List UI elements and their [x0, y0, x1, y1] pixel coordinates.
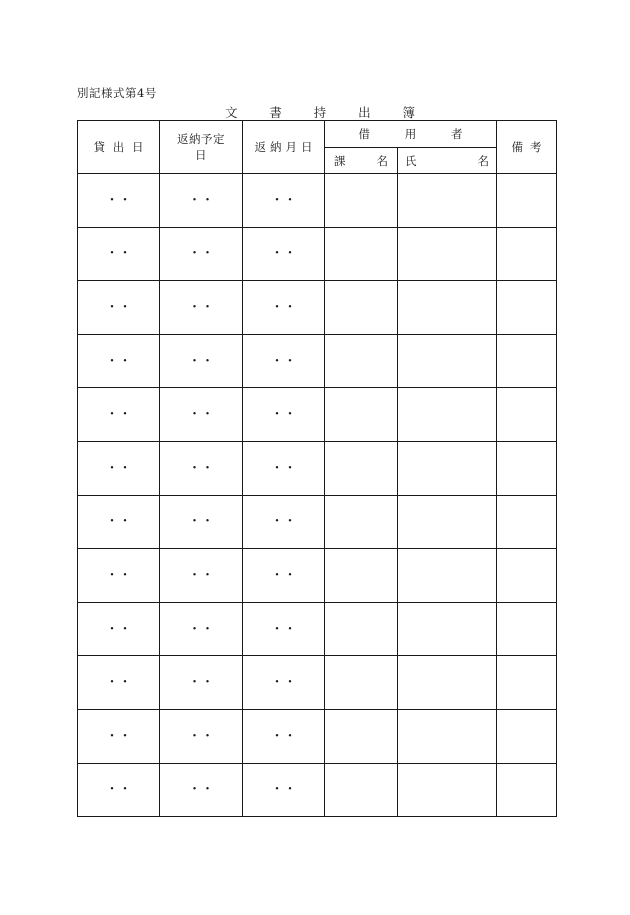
header-char: 借 — [358, 127, 370, 141]
date-separator: ・ — [201, 514, 215, 530]
date-separator: ・ — [283, 621, 297, 637]
title-char: 文 — [225, 105, 238, 120]
cell-return-date[interactable] — [243, 763, 325, 817]
date-placeholder — [106, 623, 132, 636]
date-separator: ・ — [283, 246, 297, 262]
cell-return-date[interactable] — [243, 334, 325, 388]
date-placeholder — [188, 301, 214, 314]
date-separator: ・ — [118, 782, 132, 798]
table-row — [78, 174, 557, 228]
cell-section[interactable] — [325, 281, 398, 335]
date-separator: ・ — [201, 299, 215, 315]
date-separator: ・ — [283, 728, 297, 744]
date-separator: ・ — [118, 675, 132, 691]
header-borrower — [325, 121, 497, 148]
header-name — [398, 148, 497, 174]
date-separator: ・ — [270, 246, 284, 262]
cell-section[interactable] — [325, 549, 398, 603]
date-separator: ・ — [118, 728, 132, 744]
cell-notes[interactable] — [497, 656, 557, 710]
cell-name[interactable] — [398, 227, 497, 281]
cell-return-date[interactable] — [243, 281, 325, 335]
cell-name[interactable] — [398, 602, 497, 656]
date-separator: ・ — [105, 353, 119, 369]
date-placeholder — [188, 408, 214, 421]
table-row — [78, 441, 557, 495]
date-placeholder — [106, 247, 132, 260]
date-separator: ・ — [188, 675, 202, 691]
date-separator: ・ — [188, 728, 202, 744]
date-separator: ・ — [201, 675, 215, 691]
header-lend-date-label — [94, 139, 144, 155]
date-placeholder — [271, 515, 297, 528]
cell-name[interactable] — [398, 656, 497, 710]
cell-lend-date[interactable] — [78, 334, 160, 388]
date-placeholder — [106, 515, 132, 528]
cell-section[interactable] — [325, 441, 398, 495]
date-separator: ・ — [283, 353, 297, 369]
date-separator: ・ — [283, 514, 297, 530]
cell-notes[interactable] — [497, 549, 557, 603]
header-char: 月 — [285, 140, 297, 154]
date-separator: ・ — [270, 621, 284, 637]
cell-name[interactable] — [398, 763, 497, 817]
table-row — [78, 763, 557, 817]
header-notes-label — [512, 139, 542, 155]
cell-due-date[interactable] — [160, 602, 243, 656]
cell-section[interactable] — [325, 656, 398, 710]
date-placeholder — [271, 301, 297, 314]
date-placeholder — [271, 462, 297, 475]
cell-section[interactable] — [325, 227, 398, 281]
date-separator: ・ — [105, 675, 119, 691]
table-row — [78, 334, 557, 388]
date-placeholder — [188, 783, 214, 796]
cell-section[interactable] — [325, 495, 398, 549]
cell-section[interactable] — [325, 602, 398, 656]
date-separator: ・ — [283, 407, 297, 423]
date-separator: ・ — [283, 567, 297, 583]
date-placeholder — [188, 355, 214, 368]
date-separator: ・ — [201, 460, 215, 476]
cell-notes[interactable] — [497, 763, 557, 817]
cell-notes[interactable] — [497, 334, 557, 388]
header-char: 返納予定日 — [177, 132, 225, 162]
date-placeholder — [188, 462, 214, 475]
cell-name[interactable] — [398, 388, 497, 442]
date-separator: ・ — [201, 728, 215, 744]
cell-notes[interactable] — [497, 602, 557, 656]
date-placeholder — [106, 569, 132, 582]
document-checkout-ledger — [77, 120, 557, 817]
cell-name[interactable] — [398, 709, 497, 763]
date-separator: ・ — [270, 782, 284, 798]
date-placeholder — [106, 194, 132, 207]
date-separator: ・ — [270, 192, 284, 208]
cell-due-date[interactable] — [160, 441, 243, 495]
cell-lend-date[interactable] — [78, 602, 160, 656]
cell-lend-date[interactable] — [78, 227, 160, 281]
header-char: 氏 — [405, 153, 417, 168]
date-placeholder — [271, 247, 297, 260]
date-placeholder — [271, 623, 297, 636]
date-placeholder — [106, 355, 132, 368]
date-placeholder — [271, 783, 297, 796]
date-placeholder — [106, 301, 132, 314]
cell-return-date[interactable] — [243, 388, 325, 442]
date-separator: ・ — [188, 621, 202, 637]
date-separator: ・ — [270, 353, 284, 369]
date-separator: ・ — [283, 460, 297, 476]
table-row — [78, 281, 557, 335]
date-separator: ・ — [105, 514, 119, 530]
ledger-body — [78, 174, 557, 817]
date-placeholder — [188, 623, 214, 636]
cell-due-date[interactable] — [160, 334, 243, 388]
cell-lend-date[interactable] — [78, 174, 160, 228]
date-separator: ・ — [118, 567, 132, 583]
table-row — [78, 549, 557, 603]
date-separator: ・ — [201, 353, 215, 369]
header-char: 出 — [112, 140, 125, 154]
header-char: 用 — [404, 127, 417, 141]
cell-lend-date[interactable] — [78, 495, 160, 549]
date-separator: ・ — [118, 460, 132, 476]
table-row — [78, 709, 557, 763]
date-separator: ・ — [188, 353, 202, 369]
header-char: 考 — [530, 140, 542, 154]
cell-due-date[interactable] — [160, 388, 243, 442]
cell-due-date[interactable] — [160, 549, 243, 603]
header-char: 課 — [334, 153, 346, 168]
header-due-date-label — [172, 131, 230, 163]
date-separator: ・ — [201, 782, 215, 798]
header-name-label — [405, 153, 489, 169]
cell-name[interactable] — [398, 495, 497, 549]
cell-lend-date[interactable] — [78, 656, 160, 710]
date-separator: ・ — [188, 460, 202, 476]
date-placeholder — [271, 194, 297, 207]
header-char: 日 — [301, 140, 313, 154]
header-char: 日 — [132, 140, 144, 154]
cell-due-date[interactable] — [160, 656, 243, 710]
date-placeholder — [188, 515, 214, 528]
cell-lend-date[interactable] — [78, 441, 160, 495]
date-placeholder — [106, 783, 132, 796]
date-separator: ・ — [270, 728, 284, 744]
cell-notes[interactable] — [497, 281, 557, 335]
header-borrower-label — [359, 126, 463, 142]
date-separator: ・ — [270, 299, 284, 315]
title-char: 簿 — [402, 105, 415, 120]
cell-section[interactable] — [325, 174, 398, 228]
cell-due-date[interactable] — [160, 174, 243, 228]
cell-lend-date[interactable] — [78, 388, 160, 442]
date-separator: ・ — [105, 460, 119, 476]
date-separator: ・ — [105, 782, 119, 798]
date-placeholder — [271, 569, 297, 582]
date-placeholder — [188, 569, 214, 582]
cell-notes[interactable] — [497, 388, 557, 442]
header-char: 備 — [511, 140, 523, 154]
date-separator: ・ — [118, 299, 132, 315]
date-separator: ・ — [105, 246, 119, 262]
cell-notes[interactable] — [497, 441, 557, 495]
date-separator: ・ — [201, 567, 215, 583]
table-row — [78, 656, 557, 710]
title-char: 書 — [269, 105, 282, 120]
date-separator: ・ — [283, 299, 297, 315]
table-row — [78, 227, 557, 281]
document-title — [225, 103, 415, 121]
table-row — [78, 495, 557, 549]
cell-due-date[interactable] — [160, 227, 243, 281]
header-char: 貸 — [93, 140, 105, 154]
header-return-date — [243, 121, 325, 174]
cell-name[interactable] — [398, 441, 497, 495]
date-separator: ・ — [118, 514, 132, 530]
table-row — [78, 388, 557, 442]
date-separator: ・ — [270, 567, 284, 583]
form-number: 別記様式第4号 — [77, 86, 157, 100]
date-separator: ・ — [201, 621, 215, 637]
date-separator: ・ — [105, 567, 119, 583]
cell-lend-date[interactable] — [78, 549, 160, 603]
date-separator: ・ — [105, 299, 119, 315]
cell-name[interactable] — [398, 334, 497, 388]
date-separator: ・ — [201, 407, 215, 423]
cell-notes[interactable] — [497, 227, 557, 281]
date-separator: ・ — [188, 192, 202, 208]
cell-return-date[interactable] — [243, 656, 325, 710]
header-notes — [497, 121, 557, 174]
cell-return-date[interactable] — [243, 549, 325, 603]
date-placeholder — [188, 730, 214, 743]
date-separator: ・ — [118, 246, 132, 262]
cell-return-date[interactable] — [243, 227, 325, 281]
cell-lend-date[interactable] — [78, 281, 160, 335]
date-separator: ・ — [283, 192, 297, 208]
date-separator: ・ — [270, 407, 284, 423]
header-char: 納 — [270, 140, 282, 154]
header-section — [325, 148, 398, 174]
header-return-date-label — [255, 139, 313, 155]
date-placeholder — [106, 408, 132, 421]
header-section-label — [334, 153, 388, 169]
date-separator: ・ — [201, 192, 215, 208]
cell-notes[interactable] — [497, 709, 557, 763]
title-char: 持 — [313, 105, 327, 120]
date-separator: ・ — [118, 621, 132, 637]
header-char: 者 — [451, 127, 463, 141]
cell-return-date[interactable] — [243, 441, 325, 495]
date-placeholder — [188, 676, 214, 689]
date-separator: ・ — [270, 514, 284, 530]
header-lend-date — [78, 121, 160, 174]
title-char: 出 — [358, 105, 371, 120]
cell-return-date[interactable] — [243, 602, 325, 656]
cell-notes[interactable] — [497, 495, 557, 549]
date-placeholder — [106, 676, 132, 689]
date-separator: ・ — [105, 192, 119, 208]
date-separator: ・ — [270, 460, 284, 476]
date-placeholder — [271, 676, 297, 689]
cell-section[interactable] — [325, 763, 398, 817]
date-placeholder — [271, 355, 297, 368]
cell-name[interactable] — [398, 281, 497, 335]
cell-due-date[interactable] — [160, 709, 243, 763]
date-placeholder — [106, 730, 132, 743]
cell-name[interactable] — [398, 174, 497, 228]
date-separator: ・ — [105, 407, 119, 423]
date-separator: ・ — [188, 299, 202, 315]
cell-notes[interactable] — [497, 174, 557, 228]
date-separator: ・ — [105, 621, 119, 637]
cell-due-date[interactable] — [160, 495, 243, 549]
cell-lend-date[interactable] — [78, 763, 160, 817]
header-due-date — [160, 121, 243, 174]
header-char: 返 — [254, 140, 266, 154]
cell-section[interactable] — [325, 388, 398, 442]
cell-lend-date[interactable] — [78, 709, 160, 763]
date-separator: ・ — [188, 246, 202, 262]
header-char: 名 — [477, 153, 489, 168]
cell-return-date[interactable] — [243, 174, 325, 228]
cell-section[interactable] — [325, 334, 398, 388]
table-row — [78, 602, 557, 656]
date-separator: ・ — [118, 192, 132, 208]
cell-due-date[interactable] — [160, 763, 243, 817]
date-placeholder — [188, 194, 214, 207]
date-separator: ・ — [188, 782, 202, 798]
date-separator: ・ — [105, 728, 119, 744]
date-separator: ・ — [201, 246, 215, 262]
date-separator: ・ — [283, 782, 297, 798]
date-placeholder — [106, 462, 132, 475]
cell-name[interactable] — [398, 549, 497, 603]
cell-due-date[interactable] — [160, 281, 243, 335]
date-separator: ・ — [118, 353, 132, 369]
cell-return-date[interactable] — [243, 709, 325, 763]
cell-section[interactable] — [325, 709, 398, 763]
date-separator: ・ — [188, 514, 202, 530]
date-placeholder — [188, 247, 214, 260]
date-separator: ・ — [118, 407, 132, 423]
date-placeholder — [271, 730, 297, 743]
date-separator: ・ — [270, 675, 284, 691]
date-separator: ・ — [188, 567, 202, 583]
date-placeholder — [271, 408, 297, 421]
cell-return-date[interactable] — [243, 495, 325, 549]
date-separator: ・ — [188, 407, 202, 423]
header-char: 名 — [376, 153, 388, 168]
date-separator: ・ — [283, 675, 297, 691]
